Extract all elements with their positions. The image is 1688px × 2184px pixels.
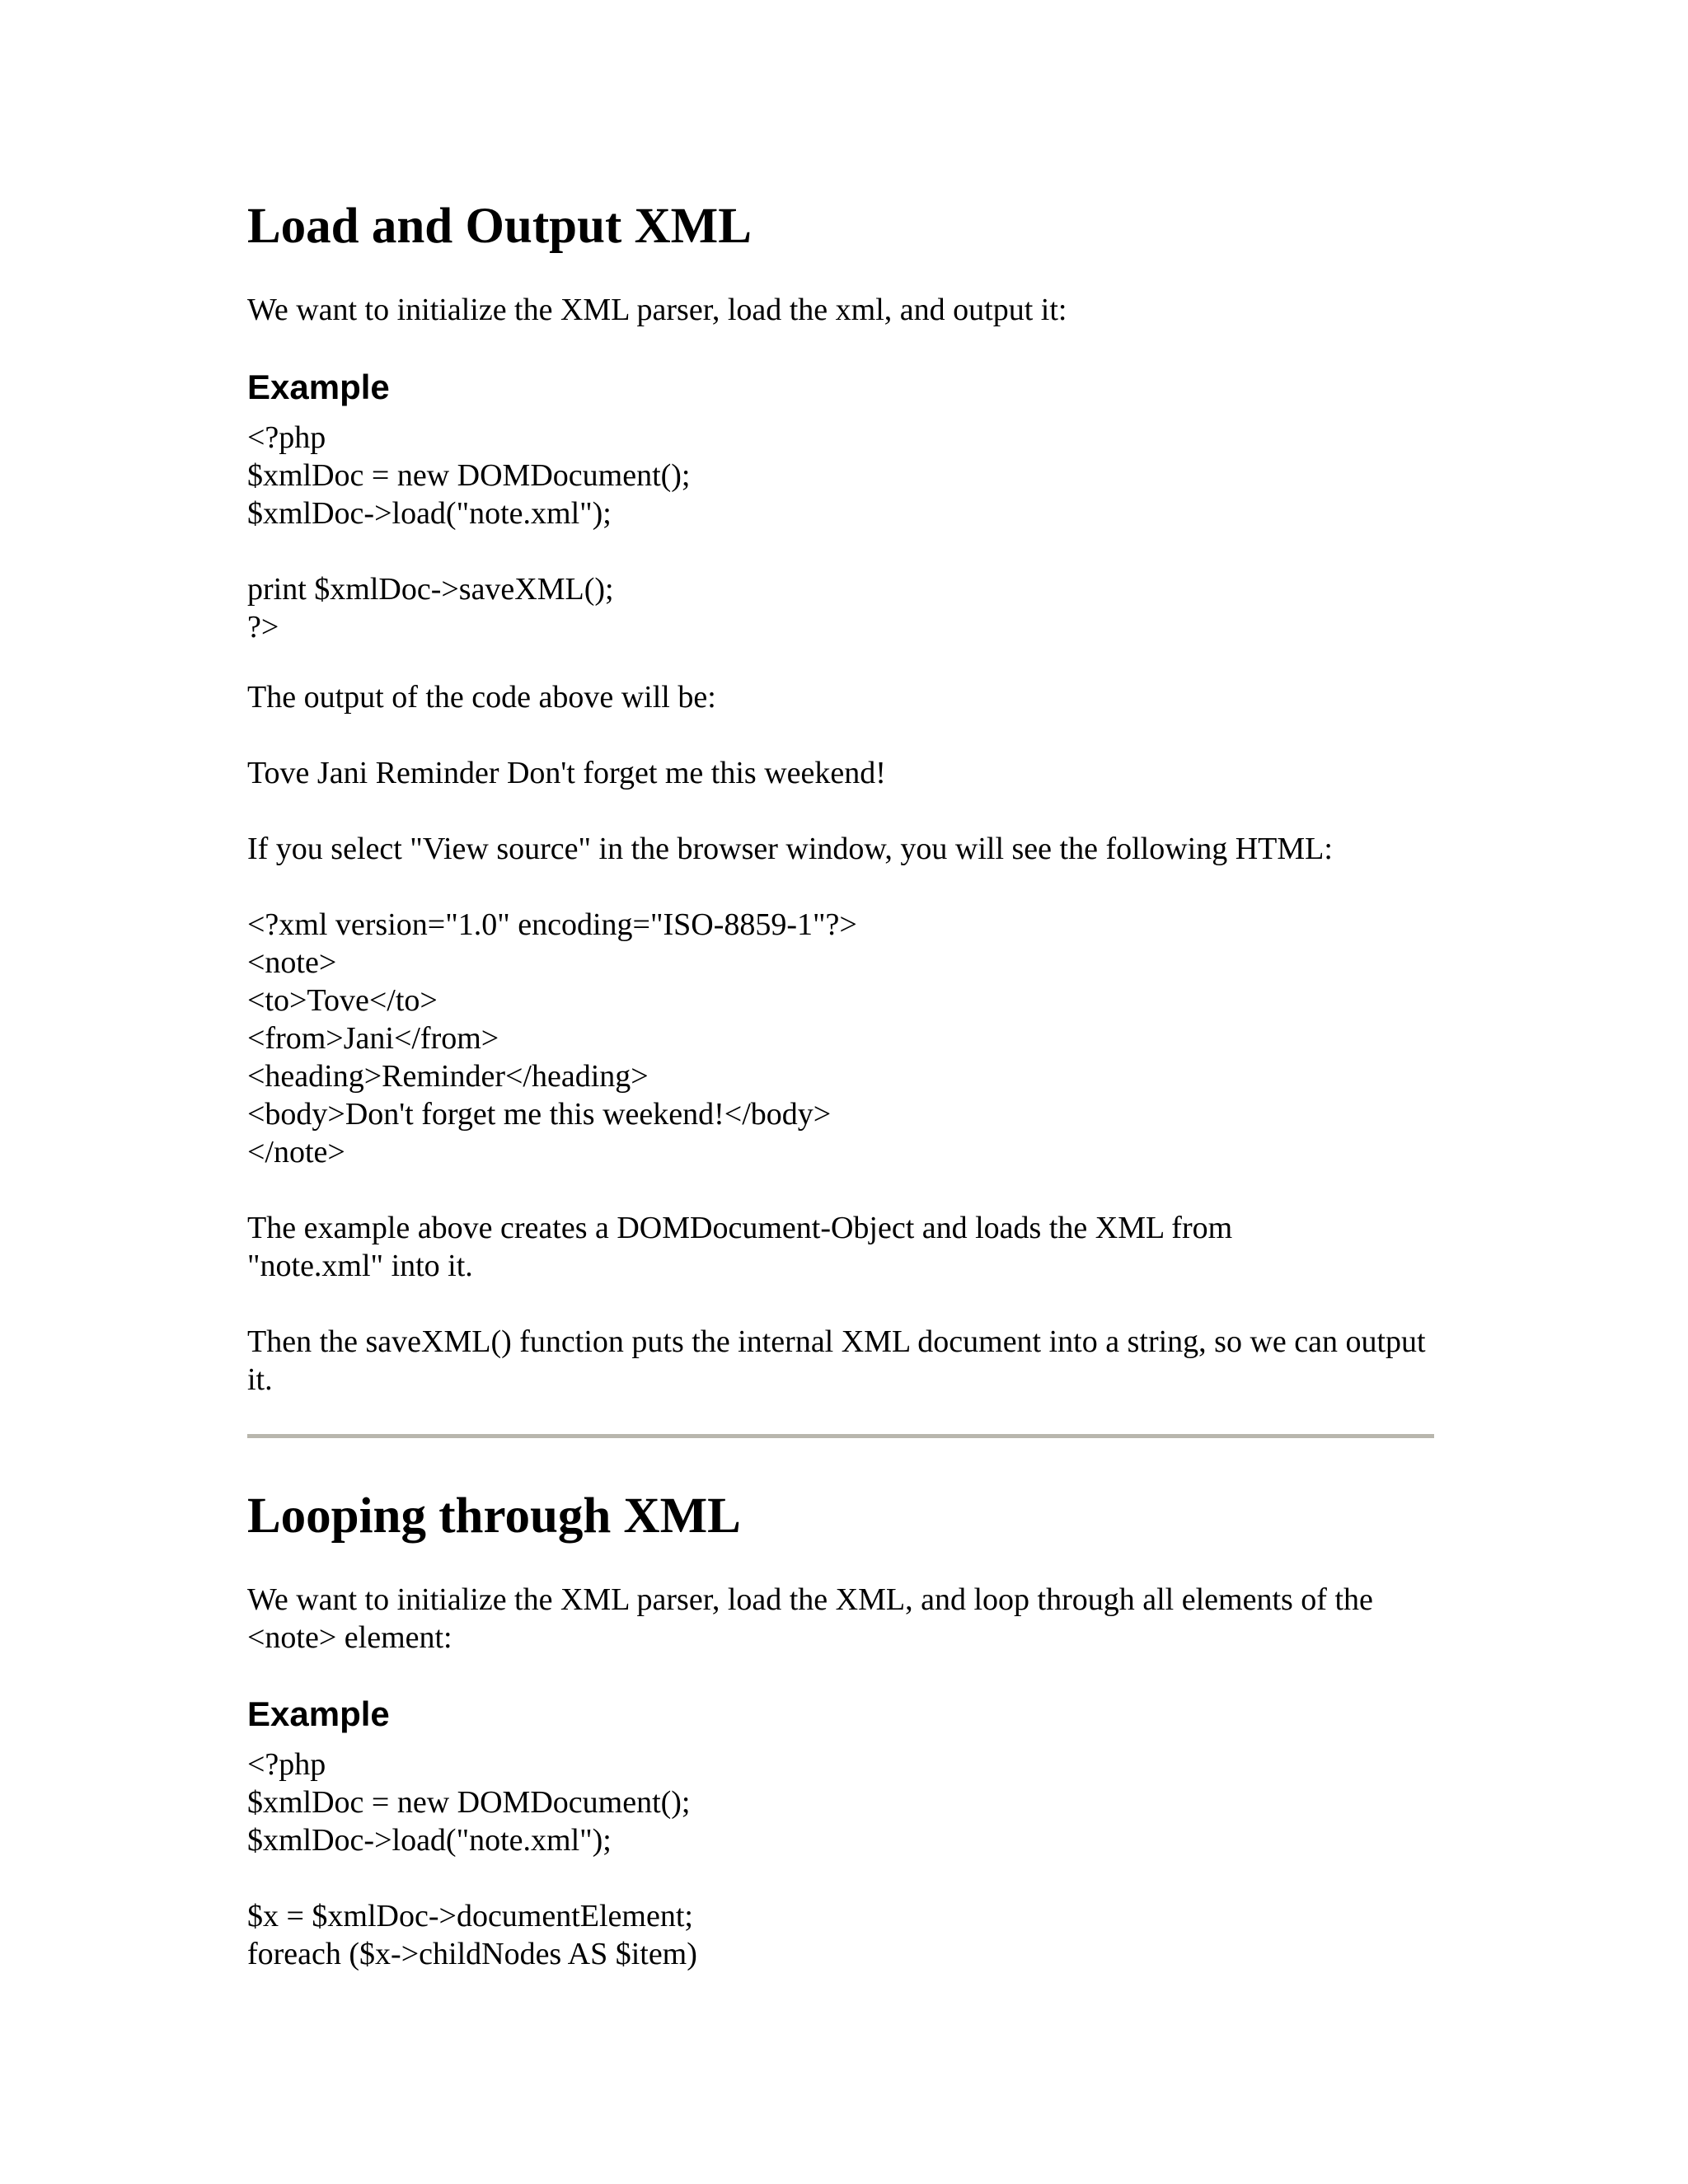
code-line: $xmlDoc->load("note.xml"); [247, 1823, 612, 1858]
section-divider [247, 1434, 1434, 1438]
output-intro: The output of the code above will be: [247, 680, 716, 715]
xml-line: <?xml version="1.0" encoding="ISO-8859-1"?> [247, 907, 857, 942]
xml-line: </note> [247, 1135, 345, 1169]
code-line: foreach ($x->childNodes AS $item) [247, 1937, 697, 1971]
code-line: print $xmlDoc->saveXML(); [247, 572, 614, 607]
xml-line: <to>Tove</to> [247, 983, 438, 1018]
code-line: $xmlDoc->load("note.xml"); [247, 496, 612, 531]
example-label: Example [247, 1694, 390, 1733]
code-line: <?php [247, 1747, 326, 1782]
code-line [247, 1859, 697, 1897]
explanation-paragraph: Then the saveXML() function puts the internal XML document into a string, so we can output it. [247, 1324, 1426, 1397]
php-code-block [247, 419, 691, 646]
output-text: Tove Jani Reminder Don't forget me this weekend! [247, 756, 886, 790]
xml-line: <from>Jani</from> [247, 1021, 499, 1056]
xml-line: <note> [247, 945, 337, 980]
code-line [247, 532, 691, 570]
xml-source-block [247, 906, 857, 1171]
view-source-text: If you select "View source" in the browser window, you will see the following HTML: [247, 832, 1333, 866]
explanation-paragraph: The example above creates a DOMDocument-Object and loads the XML from "note.xml" into it. [247, 1211, 1233, 1283]
section-heading-looping: Looping through XML [247, 1488, 741, 1544]
section-intro: We want to initialize the XML parser, load the xml, and output it: [247, 293, 1067, 327]
code-line: $xmlDoc = new DOMDocument(); [247, 1785, 691, 1820]
code-line: ?> [247, 610, 279, 644]
php-code-block [247, 1746, 697, 1973]
code-line: $x = $xmlDoc->documentElement; [247, 1899, 693, 1933]
code-line: <?php [247, 420, 326, 455]
example-label: Example [247, 368, 390, 406]
section-heading-load-output: Load and Output XML [247, 199, 752, 254]
code-line: $xmlDoc = new DOMDocument(); [247, 458, 691, 493]
xml-line: <heading>Reminder</heading> [247, 1059, 649, 1094]
section-intro: We want to initialize the XML parser, load the XML, and loop through all elements of the <note> element: [247, 1582, 1373, 1655]
xml-line: <body>Don't forget me this weekend!</body> [247, 1097, 832, 1132]
